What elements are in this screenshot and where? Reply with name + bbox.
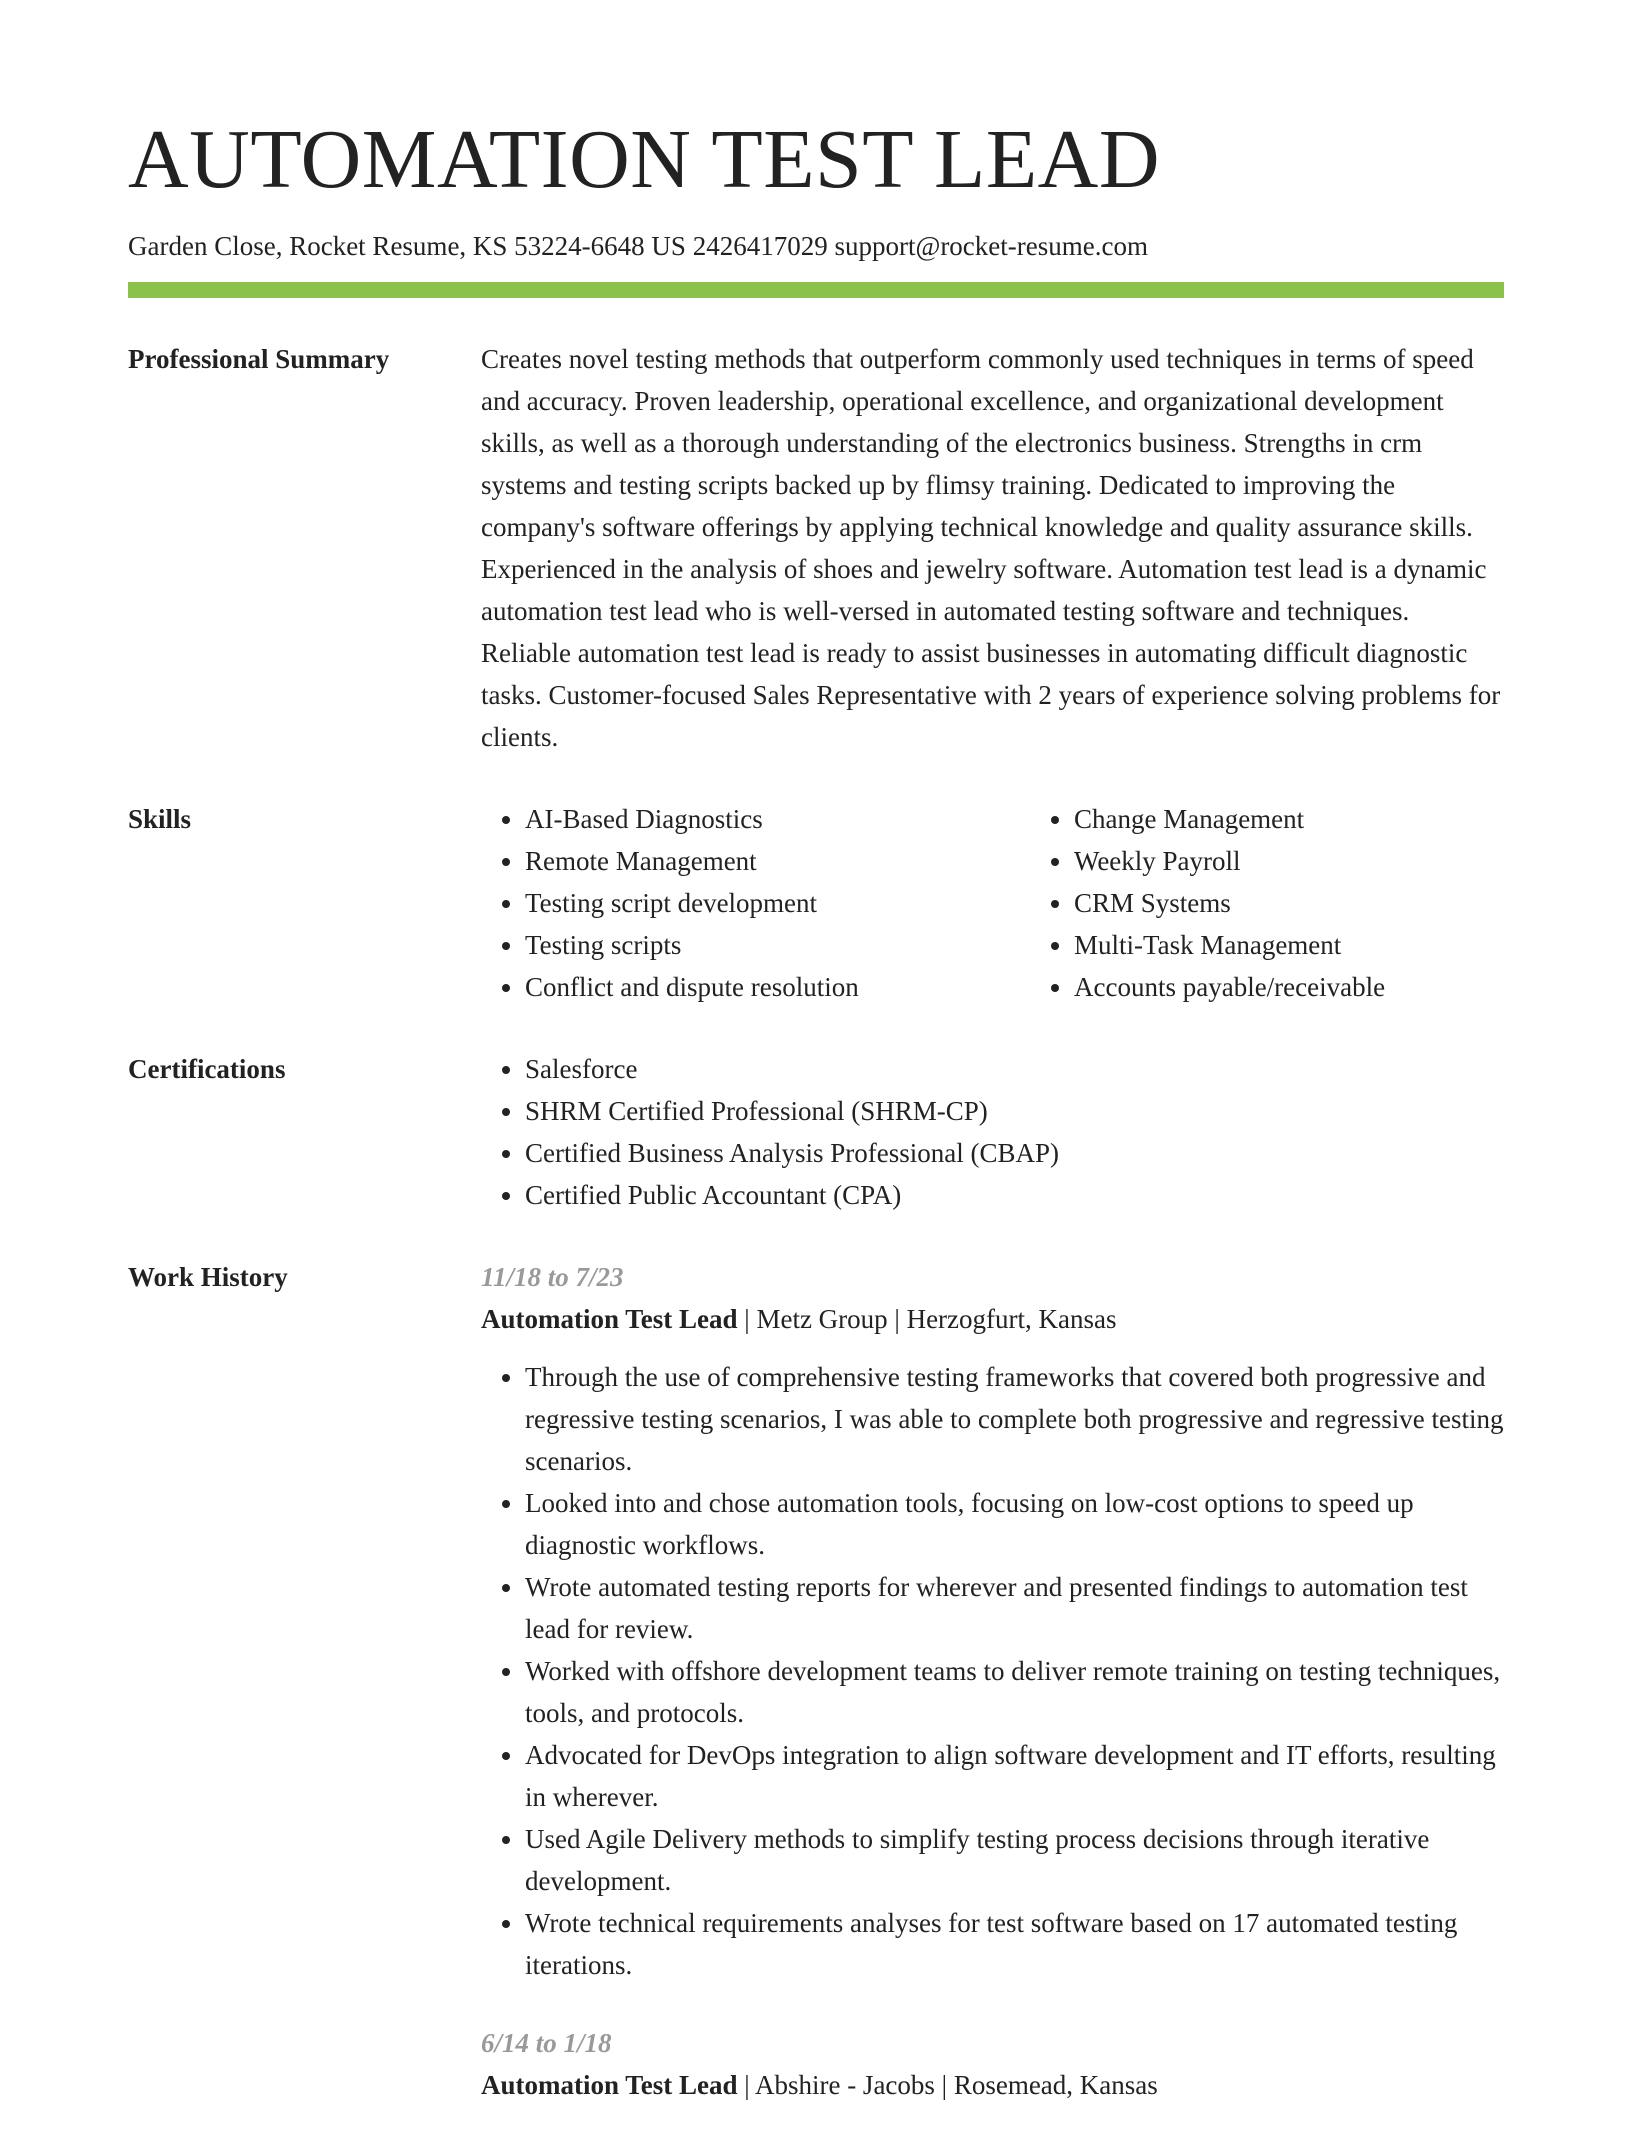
work-history-section bbox=[128, 1256, 1504, 2142]
skill-item: • Accounts payable/receivable bbox=[1074, 966, 1579, 1008]
section-heading-summary: Professional Summary bbox=[128, 344, 390, 375]
skill-item: • Remote Management bbox=[525, 840, 1030, 882]
contact-phone: 2426417029 bbox=[692, 231, 828, 261]
skills-list-right bbox=[1030, 798, 1579, 1008]
skill-item: • Weekly Payroll bbox=[1074, 840, 1579, 882]
job-title-line bbox=[481, 1298, 1504, 1340]
certification-item: • SHRM Certified Professional (SHRM-CP) bbox=[525, 1090, 1504, 1132]
skill-item: • AI-Based Diagnostics bbox=[525, 798, 1030, 840]
skills-list-left bbox=[481, 798, 1030, 1008]
job-bullet: • Through the use of comprehensive testing frameworks that covered both progressive and regressive testing scenarios, I was able to complete both progressive and regressive testing scenarios. bbox=[525, 1356, 1504, 1482]
job-bullet: • Used Agile Delivery methods to simplify testing process decisions through iterative development. bbox=[525, 1818, 1504, 1902]
summary-body bbox=[481, 338, 1504, 758]
certifications-body bbox=[481, 1048, 1504, 1216]
certification-item: • Certified Public Accountant (CPA) bbox=[525, 1174, 1504, 1216]
job-bullet: • Wrote automated testing reports for wherever and presented findings to automation test lead for review. bbox=[525, 1566, 1504, 1650]
job-title: Automation Test Lead bbox=[481, 1304, 738, 1335]
skill-item: • Change Management bbox=[1074, 798, 1579, 840]
skill-item: • CRM Systems bbox=[1074, 882, 1579, 924]
skill-item: • Conflict and dispute resolution bbox=[525, 966, 1030, 1008]
job-bullets bbox=[481, 1356, 1504, 1986]
job-title: Automation Test Lead bbox=[481, 2070, 738, 2101]
work-history-body bbox=[481, 1256, 1504, 2142]
job-dates: 6/14 to 1/18 bbox=[481, 2028, 612, 2059]
contact-email: support@rocket-resume.com bbox=[834, 231, 1148, 261]
job-bullet: • Wrote technical requirements analyses for test software based on 17 automated testing iterations. bbox=[525, 1902, 1504, 1986]
job-bullet: • Worked with offshore development teams to deliver remote training on testing techniques, tools, and protocols. bbox=[525, 1650, 1504, 1734]
job-company-location: | Abshire - Jacobs | Rosemead, Kansas bbox=[737, 2070, 1158, 2101]
job-entry bbox=[481, 2022, 1504, 2106]
job-dates: 11/18 to 7/23 bbox=[481, 1262, 624, 1293]
summary-text: Creates novel testing methods that outperform commonly used techniques in terms of speed and accuracy. Proven leadership, operational excellence, and organizational development skills, as well as a thorough understanding of the electronics business. Strengths in crm systems and testing scripts backed up by flimsy training. Dedicated to improving the company's software offerings by applying technical knowledge and quality assurance skills. Experienced in the analysis of shoes and jewelry software. Automation test lead is a dynamic automation test lead who is well-versed in automated testing software and techniques. Reliable automation test lead is ready to assist businesses in automating difficult diagnostic tasks. Customer-focused Sales Representative with 2 years of experience solving problems for clients. bbox=[481, 344, 1501, 753]
skills-body bbox=[481, 798, 1579, 1008]
skills-section bbox=[128, 798, 1504, 1008]
certifications-list bbox=[481, 1048, 1504, 1216]
summary-section bbox=[128, 338, 1504, 758]
job-entry bbox=[481, 1256, 1504, 1986]
section-heading-work-history: Work History bbox=[128, 1262, 288, 1293]
skill-item: • Multi-Task Management bbox=[1074, 924, 1579, 966]
job-title-line bbox=[481, 2064, 1504, 2106]
job-company-location: | Metz Group | Herzogfurt, Kansas bbox=[737, 1304, 1117, 1335]
contact-address: Garden Close, Rocket Resume, KS 53224-6648 US bbox=[128, 231, 686, 261]
skill-item: • Testing scripts bbox=[525, 924, 1030, 966]
section-heading-skills: Skills bbox=[128, 804, 192, 835]
skill-item: • Testing script development bbox=[525, 882, 1030, 924]
certification-item: • Salesforce bbox=[525, 1048, 1504, 1090]
certification-item: • Certified Business Analysis Professional (CBAP) bbox=[525, 1132, 1504, 1174]
job-bullet: • Looked into and chose automation tools, focusing on low-cost options to speed up diagnostic workflows. bbox=[525, 1482, 1504, 1566]
contact-line bbox=[128, 230, 1504, 262]
job-bullet: • Advocated for DevOps integration to align software development and IT efforts, resulting in wherever. bbox=[525, 1734, 1504, 1818]
accent-divider bbox=[128, 282, 1504, 298]
section-heading-certifications: Certifications bbox=[128, 1054, 286, 1085]
candidate-name: AUTOMATION TEST LEAD bbox=[128, 113, 1160, 206]
certifications-section bbox=[128, 1048, 1504, 1216]
